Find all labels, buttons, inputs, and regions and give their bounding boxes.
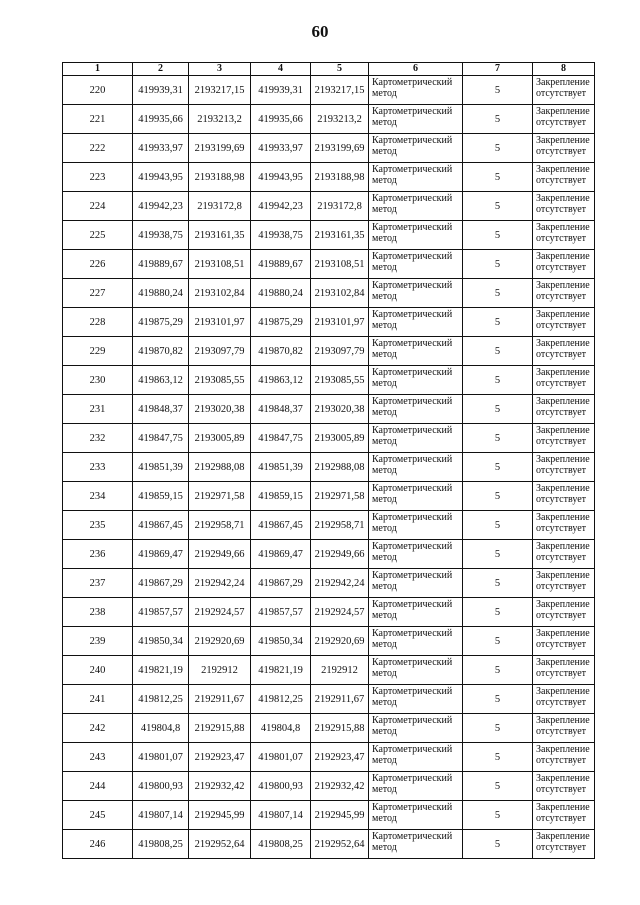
method-cell: Картометрический метод (369, 250, 463, 279)
x-coordinate-cell: 419870,82 (133, 337, 189, 366)
x-coordinate-cell: 419800,93 (133, 772, 189, 801)
y-coordinate-cell: 2193108,51 (189, 250, 251, 279)
y-coordinate-2-cell: 2193102,84 (311, 279, 369, 308)
y-coordinate-cell: 2192920,69 (189, 627, 251, 656)
method-cell: Картометрический метод (369, 279, 463, 308)
accuracy-cell: 5 (463, 830, 533, 859)
accuracy-cell: 5 (463, 569, 533, 598)
fixation-cell: Закрепление отсутствует (533, 337, 595, 366)
method-cell: Картометрический метод (369, 453, 463, 482)
y-coordinate-2-cell: 2192932,42 (311, 772, 369, 801)
y-coordinate-2-cell: 2193188,98 (311, 163, 369, 192)
table-row (63, 685, 595, 714)
x-coordinate-cell: 419867,45 (133, 511, 189, 540)
point-number-cell: 238 (63, 598, 133, 627)
table-row (63, 250, 595, 279)
table-row (63, 830, 595, 859)
table-row (63, 366, 595, 395)
accuracy-cell: 5 (463, 221, 533, 250)
y-coordinate-2-cell: 2193199,69 (311, 134, 369, 163)
y-coordinate-cell: 2192924,57 (189, 598, 251, 627)
y-coordinate-cell: 2193102,84 (189, 279, 251, 308)
point-number-cell: 225 (63, 221, 133, 250)
point-number-cell: 237 (63, 569, 133, 598)
x-coordinate-cell: 419850,34 (133, 627, 189, 656)
x-coordinate-2-cell: 419869,47 (251, 540, 311, 569)
y-coordinate-2-cell: 2193213,2 (311, 105, 369, 134)
x-coordinate-2-cell: 419847,75 (251, 424, 311, 453)
table-row (63, 105, 595, 134)
table-row (63, 337, 595, 366)
y-coordinate-cell: 2193085,55 (189, 366, 251, 395)
x-coordinate-cell: 419933,97 (133, 134, 189, 163)
table-row (63, 511, 595, 540)
y-coordinate-cell: 2192988,08 (189, 453, 251, 482)
table-row (63, 76, 595, 105)
fixation-cell: Закрепление отсутствует (533, 627, 595, 656)
table-row (63, 714, 595, 743)
point-number-cell: 242 (63, 714, 133, 743)
fixation-cell: Закрепление отсутствует (533, 598, 595, 627)
y-coordinate-2-cell: 2192920,69 (311, 627, 369, 656)
point-number-cell: 241 (63, 685, 133, 714)
method-cell: Картометрический метод (369, 830, 463, 859)
x-coordinate-cell: 419821,19 (133, 656, 189, 685)
x-coordinate-2-cell: 419935,66 (251, 105, 311, 134)
y-coordinate-2-cell: 2193020,38 (311, 395, 369, 424)
column-header: 2 (133, 63, 189, 76)
table-row (63, 540, 595, 569)
x-coordinate-2-cell: 419859,15 (251, 482, 311, 511)
x-coordinate-2-cell: 419821,19 (251, 656, 311, 685)
y-coordinate-2-cell: 2193097,79 (311, 337, 369, 366)
method-cell: Картометрический метод (369, 395, 463, 424)
y-coordinate-2-cell: 2193085,55 (311, 366, 369, 395)
method-cell: Картометрический метод (369, 569, 463, 598)
y-coordinate-2-cell: 2193217,15 (311, 76, 369, 105)
accuracy-cell: 5 (463, 627, 533, 656)
y-coordinate-cell: 2192971,58 (189, 482, 251, 511)
method-cell: Картометрический метод (369, 772, 463, 801)
column-header: 8 (533, 63, 595, 76)
y-coordinate-2-cell: 2193108,51 (311, 250, 369, 279)
fixation-cell: Закрепление отсутствует (533, 395, 595, 424)
accuracy-cell: 5 (463, 308, 533, 337)
y-coordinate-2-cell: 2192915,88 (311, 714, 369, 743)
table-row (63, 656, 595, 685)
x-coordinate-cell: 419938,75 (133, 221, 189, 250)
table-row (63, 192, 595, 221)
accuracy-cell: 5 (463, 482, 533, 511)
accuracy-cell: 5 (463, 366, 533, 395)
accuracy-cell: 5 (463, 772, 533, 801)
accuracy-cell: 5 (463, 511, 533, 540)
point-number-cell: 239 (63, 627, 133, 656)
method-cell: Картометрический метод (369, 163, 463, 192)
point-number-cell: 235 (63, 511, 133, 540)
y-coordinate-2-cell: 2192911,67 (311, 685, 369, 714)
method-cell: Картометрический метод (369, 801, 463, 830)
fixation-cell: Закрепление отсутствует (533, 511, 595, 540)
x-coordinate-2-cell: 419851,39 (251, 453, 311, 482)
point-number-cell: 245 (63, 801, 133, 830)
point-number-cell: 231 (63, 395, 133, 424)
point-number-cell: 227 (63, 279, 133, 308)
fixation-cell: Закрепление отсутствует (533, 250, 595, 279)
accuracy-cell: 5 (463, 192, 533, 221)
method-cell: Картометрический метод (369, 424, 463, 453)
fixation-cell: Закрепление отсутствует (533, 830, 595, 859)
point-number-cell: 222 (63, 134, 133, 163)
x-coordinate-2-cell: 419933,97 (251, 134, 311, 163)
y-coordinate-cell: 2192958,71 (189, 511, 251, 540)
x-coordinate-2-cell: 419800,93 (251, 772, 311, 801)
method-cell: Картометрический метод (369, 366, 463, 395)
x-coordinate-2-cell: 419875,29 (251, 308, 311, 337)
method-cell: Картометрический метод (369, 627, 463, 656)
x-coordinate-cell: 419848,37 (133, 395, 189, 424)
fixation-cell: Закрепление отсутствует (533, 424, 595, 453)
x-coordinate-cell: 419859,15 (133, 482, 189, 511)
accuracy-cell: 5 (463, 105, 533, 134)
column-header: 1 (63, 63, 133, 76)
y-coordinate-cell: 2193172,8 (189, 192, 251, 221)
accuracy-cell: 5 (463, 76, 533, 105)
table-row (63, 772, 595, 801)
point-number-cell: 230 (63, 366, 133, 395)
x-coordinate-cell: 419867,29 (133, 569, 189, 598)
accuracy-cell: 5 (463, 801, 533, 830)
y-coordinate-cell: 2192923,47 (189, 743, 251, 772)
x-coordinate-cell: 419801,07 (133, 743, 189, 772)
point-number-cell: 232 (63, 424, 133, 453)
method-cell: Картометрический метод (369, 308, 463, 337)
method-cell: Картометрический метод (369, 656, 463, 685)
accuracy-cell: 5 (463, 279, 533, 308)
y-coordinate-2-cell: 2192952,64 (311, 830, 369, 859)
accuracy-cell: 5 (463, 598, 533, 627)
x-coordinate-2-cell: 419863,12 (251, 366, 311, 395)
y-coordinate-cell: 2192945,99 (189, 801, 251, 830)
y-coordinate-cell: 2193101,97 (189, 308, 251, 337)
method-cell: Картометрический метод (369, 743, 463, 772)
accuracy-cell: 5 (463, 134, 533, 163)
table-row (63, 395, 595, 424)
y-coordinate-cell: 2192915,88 (189, 714, 251, 743)
point-number-cell: 246 (63, 830, 133, 859)
table-row (63, 627, 595, 656)
x-coordinate-2-cell: 419939,31 (251, 76, 311, 105)
y-coordinate-2-cell: 2193172,8 (311, 192, 369, 221)
x-coordinate-2-cell: 419850,34 (251, 627, 311, 656)
x-coordinate-2-cell: 419801,07 (251, 743, 311, 772)
table-row (63, 221, 595, 250)
fixation-cell: Закрепление отсутствует (533, 453, 595, 482)
x-coordinate-cell: 419847,75 (133, 424, 189, 453)
fixation-cell: Закрепление отсутствует (533, 569, 595, 598)
y-coordinate-2-cell: 2192958,71 (311, 511, 369, 540)
fixation-cell: Закрепление отсутствует (533, 366, 595, 395)
table-header-row (63, 63, 595, 76)
y-coordinate-2-cell: 2192924,57 (311, 598, 369, 627)
method-cell: Картометрический метод (369, 221, 463, 250)
fixation-cell: Закрепление отсутствует (533, 801, 595, 830)
fixation-cell: Закрепление отсутствует (533, 105, 595, 134)
method-cell: Картометрический метод (369, 76, 463, 105)
table-row (63, 569, 595, 598)
fixation-cell: Закрепление отсутствует (533, 192, 595, 221)
y-coordinate-2-cell: 2192942,24 (311, 569, 369, 598)
x-coordinate-cell: 419935,66 (133, 105, 189, 134)
column-header: 5 (311, 63, 369, 76)
point-number-cell: 233 (63, 453, 133, 482)
point-number-cell: 243 (63, 743, 133, 772)
table-row (63, 279, 595, 308)
x-coordinate-2-cell: 419857,57 (251, 598, 311, 627)
point-number-cell: 229 (63, 337, 133, 366)
y-coordinate-2-cell: 2192923,47 (311, 743, 369, 772)
method-cell: Картометрический метод (369, 511, 463, 540)
y-coordinate-2-cell: 2193161,35 (311, 221, 369, 250)
column-header: 7 (463, 63, 533, 76)
y-coordinate-2-cell: 2192949,66 (311, 540, 369, 569)
y-coordinate-cell: 2193097,79 (189, 337, 251, 366)
table-row (63, 801, 595, 830)
y-coordinate-cell: 2192911,67 (189, 685, 251, 714)
table-row (63, 743, 595, 772)
method-cell: Картометрический метод (369, 540, 463, 569)
method-cell: Картометрический метод (369, 685, 463, 714)
y-coordinate-cell: 2193161,35 (189, 221, 251, 250)
method-cell: Картометрический метод (369, 482, 463, 511)
y-coordinate-2-cell: 2193101,97 (311, 308, 369, 337)
x-coordinate-2-cell: 419942,23 (251, 192, 311, 221)
accuracy-cell: 5 (463, 453, 533, 482)
x-coordinate-cell: 419869,47 (133, 540, 189, 569)
y-coordinate-cell: 2192942,24 (189, 569, 251, 598)
accuracy-cell: 5 (463, 685, 533, 714)
column-header: 4 (251, 63, 311, 76)
x-coordinate-2-cell: 419812,25 (251, 685, 311, 714)
point-number-cell: 226 (63, 250, 133, 279)
x-coordinate-2-cell: 419867,29 (251, 569, 311, 598)
x-coordinate-2-cell: 419938,75 (251, 221, 311, 250)
x-coordinate-cell: 419943,95 (133, 163, 189, 192)
column-header: 6 (369, 63, 463, 76)
method-cell: Картометрический метод (369, 105, 463, 134)
accuracy-cell: 5 (463, 250, 533, 279)
table-row (63, 453, 595, 482)
x-coordinate-2-cell: 419807,14 (251, 801, 311, 830)
fixation-cell: Закрепление отсутствует (533, 279, 595, 308)
accuracy-cell: 5 (463, 337, 533, 366)
point-number-cell: 220 (63, 76, 133, 105)
x-coordinate-2-cell: 419889,67 (251, 250, 311, 279)
fixation-cell: Закрепление отсутствует (533, 482, 595, 511)
accuracy-cell: 5 (463, 424, 533, 453)
accuracy-cell: 5 (463, 743, 533, 772)
y-coordinate-cell: 2193199,69 (189, 134, 251, 163)
accuracy-cell: 5 (463, 714, 533, 743)
y-coordinate-cell: 2193188,98 (189, 163, 251, 192)
accuracy-cell: 5 (463, 395, 533, 424)
point-number-cell: 240 (63, 656, 133, 685)
point-number-cell: 223 (63, 163, 133, 192)
y-coordinate-cell: 2192952,64 (189, 830, 251, 859)
accuracy-cell: 5 (463, 656, 533, 685)
method-cell: Картометрический метод (369, 714, 463, 743)
point-number-cell: 228 (63, 308, 133, 337)
fixation-cell: Закрепление отсутствует (533, 221, 595, 250)
y-coordinate-2-cell: 2192945,99 (311, 801, 369, 830)
method-cell: Картометрический метод (369, 598, 463, 627)
fixation-cell: Закрепление отсутствует (533, 714, 595, 743)
y-coordinate-cell: 2192932,42 (189, 772, 251, 801)
x-coordinate-2-cell: 419880,24 (251, 279, 311, 308)
x-coordinate-cell: 419851,39 (133, 453, 189, 482)
fixation-cell: Закрепление отсутствует (533, 656, 595, 685)
point-number-cell: 244 (63, 772, 133, 801)
table-row (63, 308, 595, 337)
x-coordinate-cell: 419875,29 (133, 308, 189, 337)
x-coordinate-2-cell: 419867,45 (251, 511, 311, 540)
x-coordinate-2-cell: 419943,95 (251, 163, 311, 192)
y-coordinate-2-cell: 2192988,08 (311, 453, 369, 482)
x-coordinate-2-cell: 419804,8 (251, 714, 311, 743)
x-coordinate-cell: 419807,14 (133, 801, 189, 830)
accuracy-cell: 5 (463, 163, 533, 192)
table-body (63, 76, 595, 859)
y-coordinate-cell: 2193020,38 (189, 395, 251, 424)
x-coordinate-2-cell: 419808,25 (251, 830, 311, 859)
x-coordinate-cell: 419942,23 (133, 192, 189, 221)
fixation-cell: Закрепление отсутствует (533, 540, 595, 569)
y-coordinate-cell: 2192912 (189, 656, 251, 685)
fixation-cell: Закрепление отсутствует (533, 685, 595, 714)
y-coordinate-cell: 2193213,2 (189, 105, 251, 134)
x-coordinate-cell: 419939,31 (133, 76, 189, 105)
point-number-cell: 236 (63, 540, 133, 569)
y-coordinate-cell: 2192949,66 (189, 540, 251, 569)
fixation-cell: Закрепление отсутствует (533, 772, 595, 801)
table-row (63, 598, 595, 627)
fixation-cell: Закрепление отсутствует (533, 134, 595, 163)
table-row (63, 134, 595, 163)
coordinates-table (62, 62, 595, 859)
x-coordinate-2-cell: 419848,37 (251, 395, 311, 424)
x-coordinate-cell: 419889,67 (133, 250, 189, 279)
method-cell: Картометрический метод (369, 192, 463, 221)
x-coordinate-2-cell: 419870,82 (251, 337, 311, 366)
method-cell: Картометрический метод (369, 134, 463, 163)
x-coordinate-cell: 419812,25 (133, 685, 189, 714)
x-coordinate-cell: 419863,12 (133, 366, 189, 395)
column-header: 3 (189, 63, 251, 76)
x-coordinate-cell: 419808,25 (133, 830, 189, 859)
table-row (63, 482, 595, 511)
point-number-cell: 224 (63, 192, 133, 221)
y-coordinate-2-cell: 2192912 (311, 656, 369, 685)
accuracy-cell: 5 (463, 540, 533, 569)
table-row (63, 424, 595, 453)
x-coordinate-cell: 419804,8 (133, 714, 189, 743)
fixation-cell: Закрепление отсутствует (533, 743, 595, 772)
y-coordinate-2-cell: 2192971,58 (311, 482, 369, 511)
method-cell: Картометрический метод (369, 337, 463, 366)
table-row (63, 163, 595, 192)
fixation-cell: Закрепление отсутствует (533, 76, 595, 105)
x-coordinate-cell: 419880,24 (133, 279, 189, 308)
fixation-cell: Закрепление отсутствует (533, 163, 595, 192)
y-coordinate-cell: 2193005,89 (189, 424, 251, 453)
y-coordinate-cell: 2193217,15 (189, 76, 251, 105)
y-coordinate-2-cell: 2193005,89 (311, 424, 369, 453)
x-coordinate-cell: 419857,57 (133, 598, 189, 627)
point-number-cell: 221 (63, 105, 133, 134)
page-number: 60 (311, 22, 329, 41)
fixation-cell: Закрепление отсутствует (533, 308, 595, 337)
point-number-cell: 234 (63, 482, 133, 511)
